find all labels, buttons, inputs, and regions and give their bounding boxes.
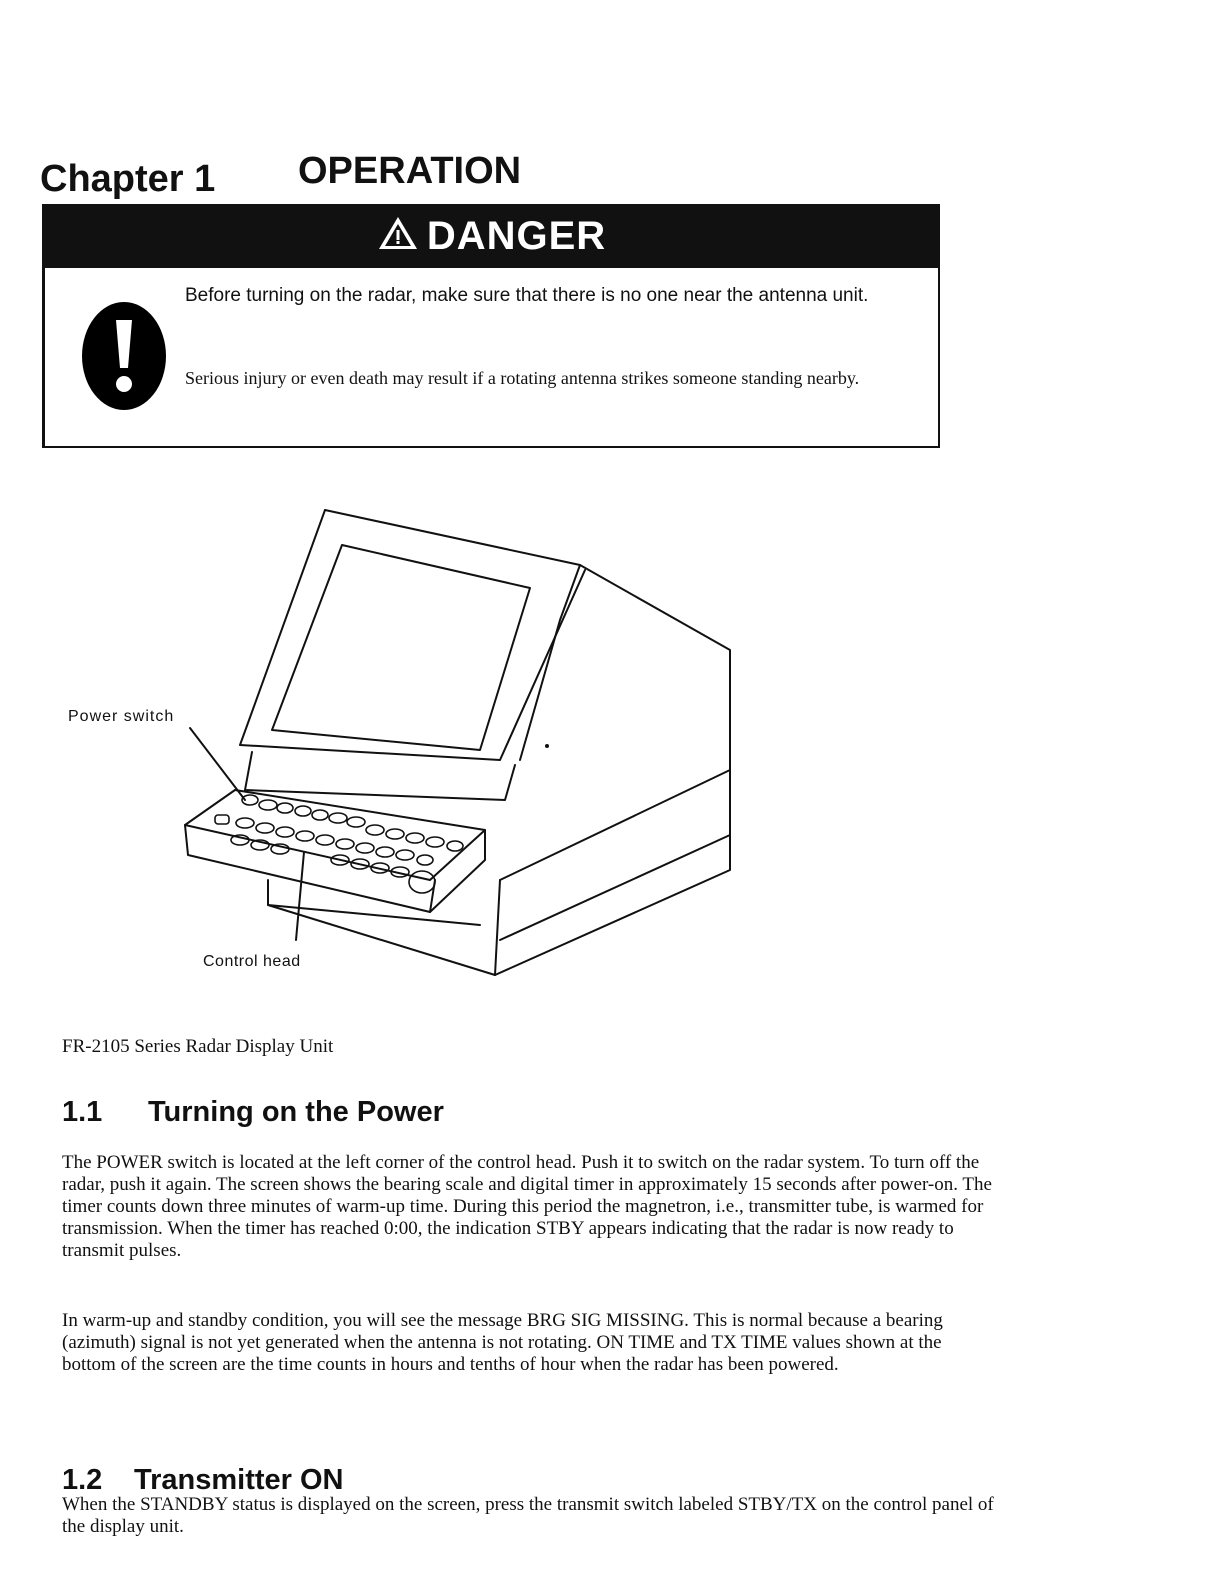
- section-heading-1-1: [62, 1096, 762, 1136]
- danger-title: [45, 214, 938, 261]
- danger-consequence: Serious injury or even death may result if a rotating antenna strikes someone standing nearby.: [185, 368, 860, 388]
- figure-caption: FR-2105 Series Radar Display Unit: [62, 1036, 334, 1057]
- exclamation-icon: [81, 298, 199, 416]
- section-number: 1.2: [62, 1464, 103, 1496]
- danger-message: Before turning on the radar, make sure that there is no one near the antenna unit.: [185, 285, 869, 306]
- chapter-number: Chapter 1: [40, 158, 216, 200]
- paragraph-transmitter-on: When the STANDBY status is displayed on the screen, press the transmit switch labeled STBY/TX on the control panel of the display unit.: [62, 1494, 994, 1537]
- section-title: Transmitter ON: [134, 1464, 344, 1496]
- danger-header-bar: [45, 206, 938, 268]
- chapter-title: OPERATION: [298, 150, 522, 192]
- control-head-label: Control head: [203, 953, 301, 970]
- danger-warning-box: [42, 204, 940, 448]
- section-title: Turning on the Power: [148, 1096, 444, 1128]
- warning-triangle-icon: [377, 215, 419, 261]
- section-number: 1.1: [62, 1096, 103, 1128]
- radar-display-unit-illustration: [60, 490, 760, 990]
- paragraph-warm-up: In warm-up and standby condition, you will see the message BRG SIG MISSING. This is normal because a bearing (azimuth) signal is not yet generated when the antenna is not rotating. ON TIME and TX TIME values shown at the bottom of the screen are the time counts in hours and tenths of hour when the radar has been powered.: [62, 1310, 943, 1375]
- paragraph-power-switch: The POWER switch is located at the left corner of the control head. Push it to switch on the radar system. To turn off the radar, push it again. The screen shows the bearing scale and digital timer in approximately 15 seconds after power-on. The timer counts down three minutes of warm-up time. During this period the magnetron, i.e., transmitter tube, is warmed for transmission. When the timer has reached 0:00, the indication STBY appears indicating that the radar is now ready to transmit pulses.: [62, 1152, 992, 1261]
- chapter-heading: [40, 150, 840, 206]
- power-switch-label: Power switch: [68, 708, 175, 725]
- danger-title-text: DANGER: [426, 214, 607, 258]
